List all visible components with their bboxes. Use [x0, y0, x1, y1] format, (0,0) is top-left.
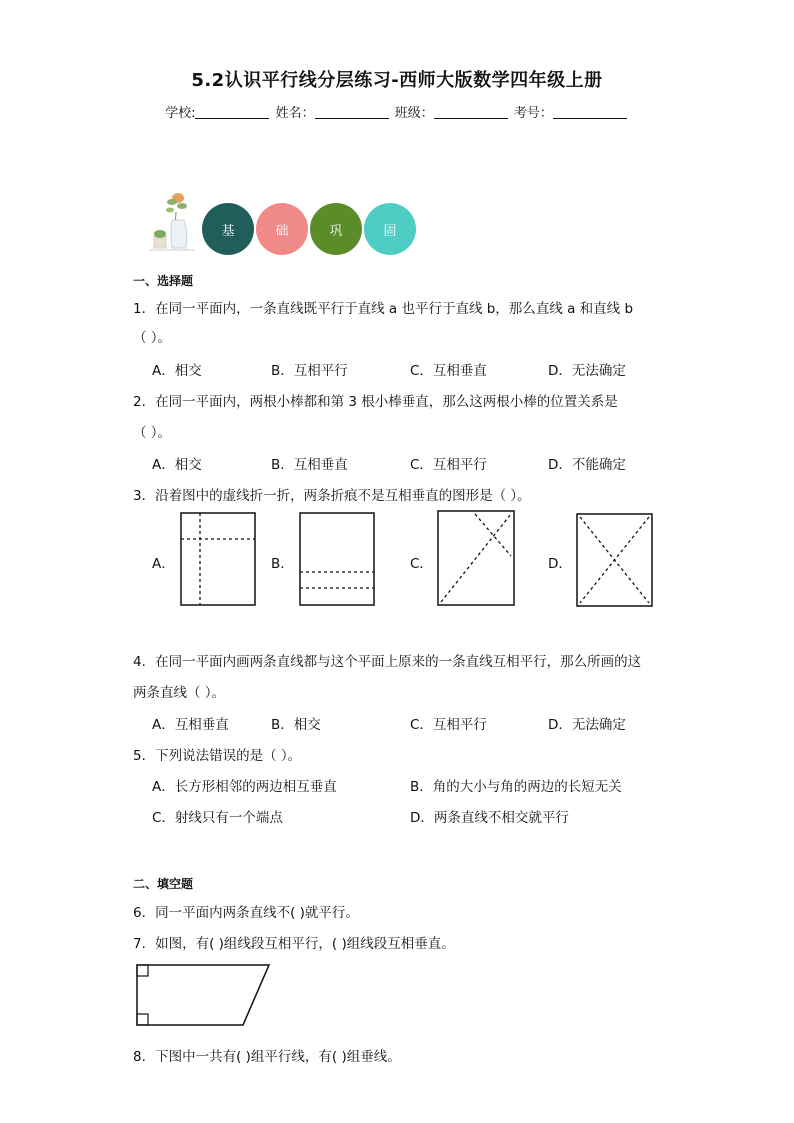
section-heading-fill: 二、填空题	[133, 877, 194, 891]
class-label: 班级：	[394, 106, 434, 121]
class-blank	[434, 105, 508, 119]
exam-no-blank	[553, 105, 627, 119]
badge-chu: 础	[256, 203, 308, 255]
flower-vase-icon	[146, 186, 200, 256]
q5-option-d[interactable]: D．两条直线不相交就平行	[410, 810, 569, 826]
school-blank	[195, 105, 269, 119]
question-1-text: 1．在同一平面内，一条直线既平行于直线 a 也平行于直线 b，那么直线 a 和直线 b	[133, 301, 634, 317]
question-1-text-cont: （ ）。	[133, 330, 172, 346]
q5-option-a[interactable]: A．长方形相邻的两边相互垂直	[152, 779, 337, 795]
question-3-text: 3．沿着图中的虚线折一折，两条折痕不是互相垂直的图形是（ ）。	[133, 488, 531, 504]
q2-option-a[interactable]: A．相交	[152, 457, 202, 473]
page-title: 5.2认识平行线分层练习-西师大版数学四年级上册	[191, 70, 603, 91]
q1-option-d[interactable]: D．无法确定	[548, 363, 626, 379]
q7-trapezoid-figure	[135, 963, 273, 1029]
q3-figure-c[interactable]	[437, 510, 515, 606]
q3-figure-b[interactable]	[299, 512, 375, 606]
q2-option-d[interactable]: D．不能确定	[548, 457, 626, 473]
q1-option-a[interactable]: A．相交	[152, 363, 202, 379]
q2-option-c[interactable]: C．互相平行	[410, 457, 487, 473]
question-4-text: 4．在同一平面内画两条直线都与这个平面上原来的一条直线互相平行，那么所画的这	[133, 654, 642, 670]
question-7-text: 7．如图，有( )组线段互相平行，( )组线段互相垂直。	[133, 936, 455, 952]
q4-option-a[interactable]: A．互相垂直	[152, 717, 229, 733]
section-heading-choice: 一、选择题	[133, 274, 194, 288]
q2-option-b[interactable]: B．互相垂直	[271, 457, 348, 473]
student-info-line	[0, 102, 794, 121]
q3-figure-c-label[interactable]: C．	[410, 556, 433, 572]
badge-ji: 基	[202, 203, 254, 255]
name-blank	[315, 105, 389, 119]
name-label: 姓名：	[275, 106, 315, 121]
q5-option-b[interactable]: B．角的大小与角的两边的长短无关	[410, 779, 622, 795]
q1-option-b[interactable]: B．互相平行	[271, 363, 348, 379]
q3-figure-b-label[interactable]: B．	[271, 556, 294, 572]
question-6-text: 6．同一平面内两条直线不( )就平行。	[133, 905, 359, 921]
q4-option-b[interactable]: B．相交	[271, 717, 321, 733]
q4-option-c[interactable]: C．互相平行	[410, 717, 487, 733]
q5-option-c[interactable]: C．射线只有一个端点	[152, 810, 283, 826]
q3-figure-a[interactable]	[180, 512, 256, 606]
q3-figure-a-label[interactable]: A．	[152, 556, 175, 572]
exam-no-label: 考号：	[513, 106, 553, 121]
level-banner	[146, 186, 436, 256]
q4-option-d[interactable]: D．无法确定	[548, 717, 626, 733]
badge-gong: 巩	[310, 203, 362, 255]
school-label: 学校:	[165, 106, 196, 121]
question-4-text-cont: 两条直线（ ）。	[133, 685, 226, 701]
q3-figure-d[interactable]	[576, 513, 653, 607]
question-2-text-cont: （ ）。	[133, 425, 172, 441]
question-2-text: 2．在同一平面内，两根小棒都和第 3 根小棒垂直，那么这两根小棒的位置关系是	[133, 394, 618, 410]
question-8-text: 8．下图中一共有( )组平行线，有( )组垂线。	[133, 1049, 401, 1065]
badge-gu: 固	[364, 203, 416, 255]
q1-option-c[interactable]: C．互相垂直	[410, 363, 487, 379]
q3-figure-d-label[interactable]: D．	[548, 556, 572, 572]
question-5-text: 5．下列说法错误的是（ ）。	[133, 748, 302, 764]
